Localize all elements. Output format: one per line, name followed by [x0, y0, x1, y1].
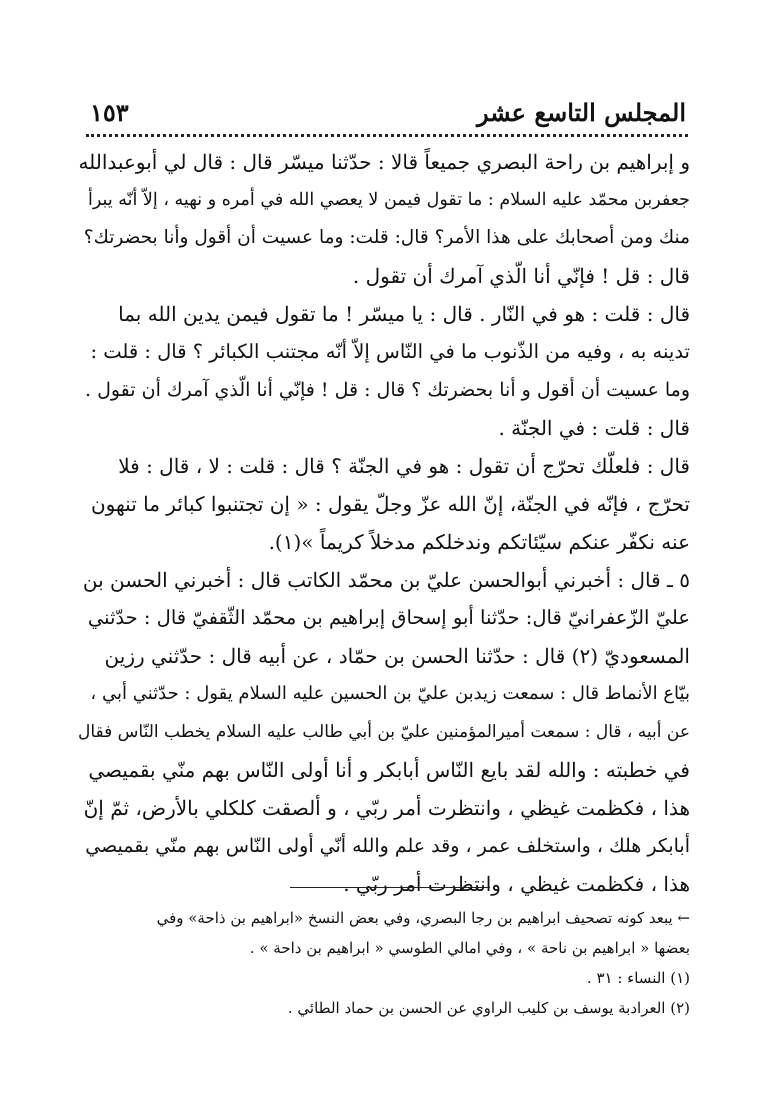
- footnotes: [78, 903, 690, 1023]
- footnote-line: بعضها « ابراهيم بن ناحة » ، وفي امالي الطوسي « ابراهيم بن داحة » .: [249, 939, 690, 957]
- page-number: ١٥٣: [90, 98, 129, 127]
- text-line: جعفربن محمّد عليه السلام : ما تقول فيمن لا يعصي الله في أمره و نهيه ، إلاّ أنّه يبرأ: [88, 190, 690, 210]
- text-line: و إبراهيم بن راحة البصري جميعاً قالا : حدّثنا ميسّر قال : قال لي أبوعبدالله: [78, 150, 690, 174]
- footnote-line: (٢) العرادبة يوسف بن كليب الراوي عن الحسن بن حماد الطائي .: [287, 999, 690, 1017]
- text-line: قال : فلعلّك تحرّج أن تقول : هو في الجنّة ؟ قال : قلت : لا ، قال : فلا: [118, 454, 690, 478]
- main-text: [78, 143, 690, 903]
- text-line: ٥ ـ قال : أخبرني أبوالحسن عليّ بن محمّد الكاتب قال : أخبرني الحسن بن: [82, 568, 690, 592]
- text-line: تحرّج ، فإنّه في الجنّة، إنّ الله عزّ وجلّ يقول : « إن تجتنبوا كبائر ما تنهون: [90, 492, 690, 516]
- text-line: قال : قلت : هو في النّار . قال : يا ميسّر ! ما تقول فيمن يدين الله بما: [118, 302, 690, 326]
- chapter-title: المجلس التاسع عشر: [477, 98, 686, 127]
- text-line: عن أبيه ، قال : سمعت أميرالمؤمنين عليّ بن أبي طالب عليه السلام يخطب النّاس فقال: [78, 722, 690, 742]
- text-line: قال : قلت : في الجنّة .: [498, 416, 690, 440]
- footnote-separator: [290, 887, 490, 888]
- text-line: عليّ الزّعفرانيّ قال: حدّثنا أبو إسحاق إبراهيم بن محمّد الثّقفيّ قال : حدّثني: [87, 606, 690, 629]
- text-line: بيّاع الأنماط قال : سمعت زيدبن عليّ بن الحسين عليه السلام يقول : حدّثني أبي ،: [90, 683, 690, 704]
- text-line: قال : قل ! فإنّي أنا الّذي آمرك أن تقول .: [352, 264, 690, 288]
- page-header: [90, 96, 686, 136]
- text-line: هذا ، فكظمت غيظي ، وانتظرت أمر ربّي .: [343, 872, 690, 896]
- footnote-line: ← يبعد كونه تصحيف ابراهيم بن رجا البصري، وفي بعض النسخ «ابراهيم بن ذاحة» وفي: [156, 909, 690, 927]
- text-line: أبابكر هلك ، واستخلف عمر ، وقد علم والله أنّي أولى النّاس بهم منّي بقميصي: [85, 835, 690, 857]
- text-line: وما عسيت أن أقول و أنا بحضرتك ؟ قال : قل ! فإنّي أنا الّذي آمرك أن تقول .: [84, 379, 690, 401]
- header-dotted-rule: [86, 134, 688, 137]
- text-line: تدينه به ، وفيه من الذّنوب ما في النّاس إلاّ أنّه مجتنب الكبائر ؟ قال : قلت :: [90, 340, 690, 363]
- footnote-line: (١) النساء : ٣١ .: [586, 969, 690, 987]
- text-line: في خطبته : والله لقد بايع النّاس أبابكر و أنا أولى النّاس بهم منّي بقميصي: [88, 758, 690, 782]
- text-line: عنه نكفّر عنكم سيّئاتكم وندخلكم مدخلاً كريماً »(١).: [268, 530, 690, 554]
- text-line: المسعوديّ (٢) قال : حدّثنا الحسن بن حمّاد ، عن أبيه قال : حدّثني رزين: [104, 644, 690, 668]
- text-line: هذا ، فكظمت غيظي ، وانتظرت أمر ربّي ، و ألصقت كلكلي بالأرض، ثمّ إنّ: [83, 796, 690, 820]
- text-line: منك ومن أصحابك على هذا الأمر؟ قال: قلت: وما عسيت أن أقول وأنا بحضرتك؟: [83, 227, 690, 248]
